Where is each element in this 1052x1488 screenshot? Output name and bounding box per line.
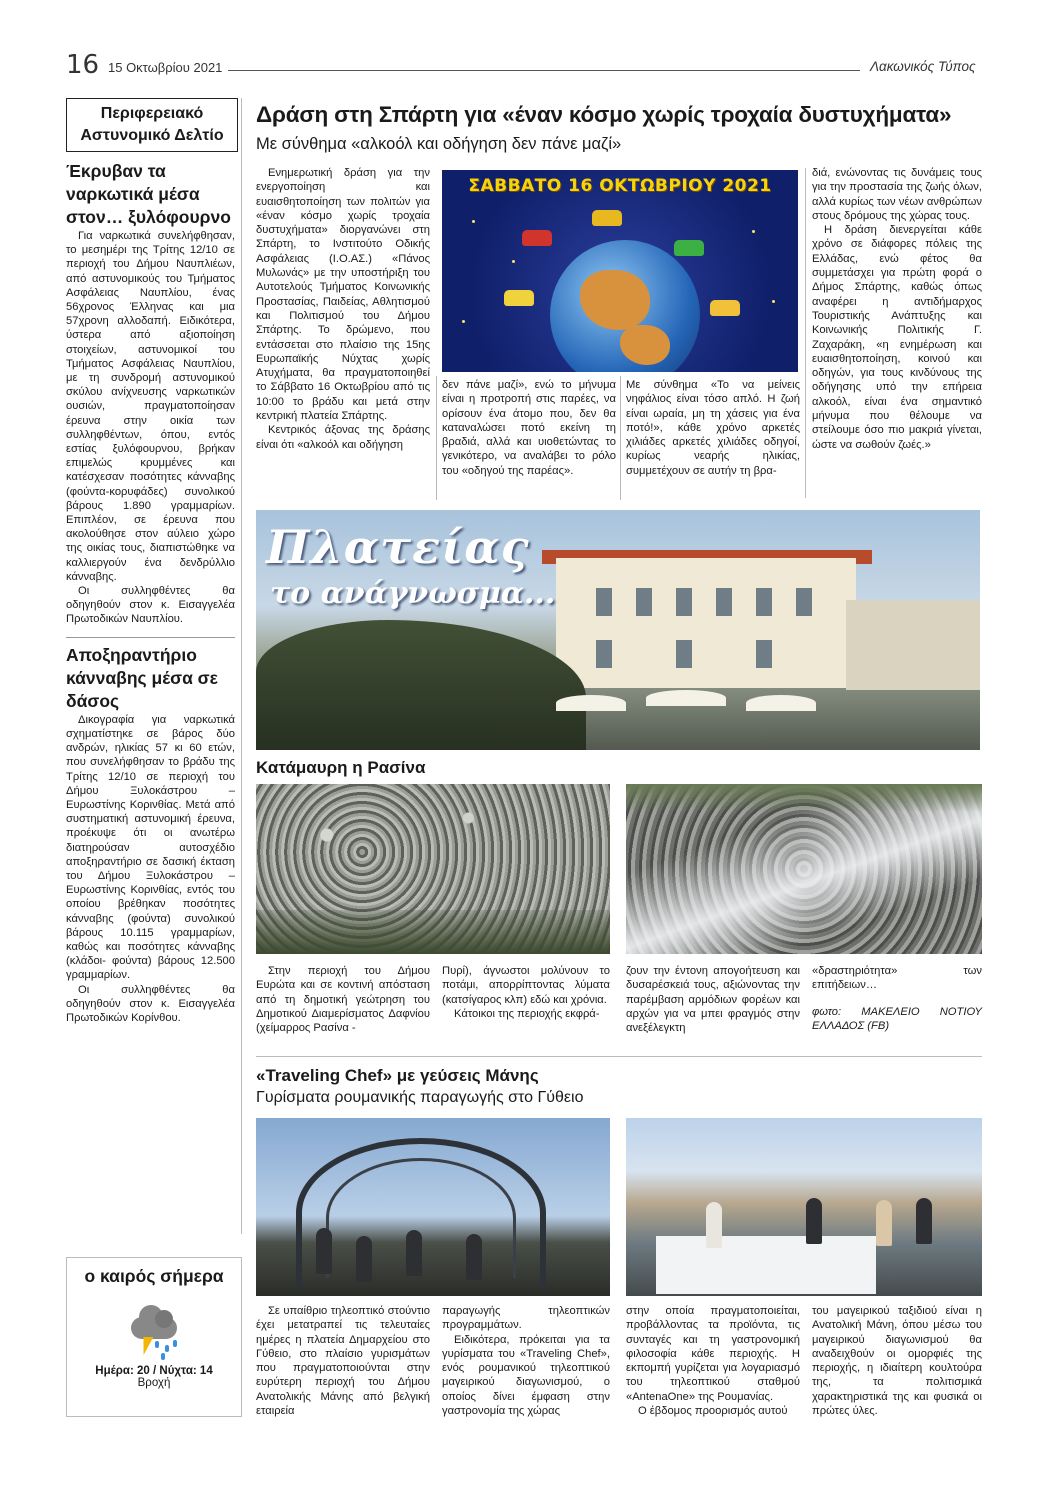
section-title: Περιφερειακό Αστυνομικό Δελτίο: [66, 98, 238, 152]
paragraph: Κεντρικός άξονας της δράσης είναι ότι «αλκοόλ και οδήγηση: [256, 424, 430, 451]
story1-headline: Έκρυβαν τα ναρκωτικά μέσα στον… ξυλόφουρνο: [66, 161, 231, 227]
globe-illustration: [550, 240, 700, 372]
paragraph: Πυρί), άγνωστοι μολύνουν το ποτάμι, απορρίπτοντας λύματα (κατσίγαρος κλπ) εδώ και χρόνια.: [442, 965, 610, 1006]
paragraph: του μαγειρικού ταξιδιού είναι η Ανατολική Μάνη, όπου μέσω του μαγειρικού διαγωνισμού θα αναδειχθούν οι ομορφιές της περιοχής, η ιδιαίτερη κουλτούρα της, τα πολιτισμικά χαρακτηριστικά της και φυσικά οι πρώτες ύλες.: [812, 1305, 982, 1418]
car-icon: [504, 290, 534, 306]
article3-col2: [442, 1304, 610, 1418]
publication-name: Λακωνικός Τύπος: [870, 59, 976, 74]
car-icon: [674, 240, 704, 256]
paragraph: δεν πάνε μαζί», ενώ το μήνυμα είναι η προτροπή στις παρέες, να ορίσουν ένα άτομο που, δεν θα καταναλώσει ποτό εκείνη τη βραδιά, αλλά και υιοθετώντας το γενικότερο, να αναλάβει το ρόλο του «οδηγού της παρέας».: [442, 379, 616, 477]
banner-title: Πλατείας: [266, 520, 530, 574]
story2-headline: Αποξηραντήριο κάνναβης μέσα σε δάσος: [66, 644, 218, 711]
event-poster: [442, 170, 798, 372]
poster-date: ΣΑΒΒΑΤΟ 16 ΟΚΤΩΒΡΙΟΥ 2021: [468, 176, 772, 196]
article2-col1: [256, 964, 430, 1035]
article3-col3: [626, 1304, 800, 1418]
issue-date: 15 Οκτωβρίου 2021: [108, 60, 223, 75]
article1-col1: [256, 166, 430, 452]
polluted-river-photo-1: [256, 784, 610, 954]
article3-subtitle: Γυρίσματα ρουμανικής παραγωγής στο Γύθειο: [256, 1089, 584, 1106]
article3-col4: [812, 1304, 982, 1418]
story2-body: [66, 713, 235, 1025]
article1-col3: [626, 378, 800, 478]
paragraph: Ειδικότερα, πρόκειται για τα γυρίσματα του «Traveling Chef», ενός ρουμανικού τηλεοπτικού μαγειρικού διαγωνισμού, ο οποίος δίνει έμφαση στην γαστρονομία της χώρας: [442, 1333, 610, 1418]
photo-credit: φωτο: ΜΑΚΕΛΕΙΟ ΝΟΤΙΟΥ ΕΛΛΑΔΟΣ (FB): [812, 1005, 982, 1032]
column-rule: [805, 168, 806, 498]
article2-col3: [626, 964, 800, 1035]
police-bulletin-column: [66, 98, 242, 1234]
weather-description: Βροχή: [137, 1377, 171, 1389]
article1-title: Δράση στη Σπάρτη για «έναν κόσμο χωρίς τροχαία δυστυχήματα»: [256, 102, 952, 127]
paragraph: «δραστηριότητα» των επιτήδειων…: [812, 965, 982, 992]
header-rule: [228, 70, 860, 71]
car-icon: [592, 210, 622, 226]
divider: [66, 637, 235, 638]
column-rule: [620, 376, 621, 500]
weather-title: ο καιρός σήμερα: [84, 1266, 224, 1286]
paragraph: στην οποία πραγματοποιείται, προβάλλοντας τα προϊόντα, τις συνταγές και τη γαστρονομική φιλοσοφία κάθε περιοχής. Η εκπομπή γυρίζεται για λογαριασμό του τηλεοπτικού σταθμού «AntenaOne» της Ρουμανίας.: [626, 1305, 800, 1403]
paragraph: Για ναρκωτικά συνελήφθησαν, το μεσημέρι της Τρίτης 12/10 σε περιοχή του Δήμου Ναυπλιέων, από αστυνομικούς του Τμήματος Ασφάλειας Ναυπλίου, ένας 56χρονος Έλληνας και μια 57χρονη αλλοδαπή. Ειδικότερα, ύστερα από αξιοποίηση στοιχείων, αστυνομικοί του Τμήματος Ασφάλειας Ναυπλίου, με τη συνδρομή αστυνομικού σκύλου ανίχνευσης ναρκωτικών ουσιών, πραγματοποίησαν έρευνα στην οικία των συλληφθέντων, όπου, εντός εστίας ξυλόφουρνου, βρήκαν επιμελώς κρυμμένες και κατέσχεσαν ποσότητες κάνναβης (φούντα-κορυφάδες) συνολικού βάρους 1.890 γραμμαρίων. Επιπλέον, σε έρευνα που ακολούθησε στον αύλειο χώρο της οικίας τους, διαπιστώθηκε να καλλιεργούν ένα δενδρύλλιο κάνναβης.: [66, 230, 235, 583]
story1-body: [66, 229, 235, 627]
article2-col4: [812, 964, 982, 1033]
storm-cloud-icon: [119, 1301, 189, 1361]
weather-box: [66, 1257, 242, 1417]
paragraph: Δικογραφία για ναρκωτικά σχηματίστηκε σε βάρος δύο ανδρών, ηλικίας 57 κι 60 ετών, που συνελήφθησαν το βράδυ της Τρίτης 12/10 σε περιοχή του Δήμου Ξυλοκάστρου – Ευρωστίνης Κορινθίας. Μετά από συστηματική αστυνομική έρευνα, προέκυψε ότι οι ανωτέρω διατηρούσαν αυτοσχέδιο αποξηραντήριο σε δασική έκταση του Δήμου Ξυλοκάστρου – Ευρωστίνης Κορινθίας, εντός του οποίου βρέθηκαν ποσότητες κάνναβης (φούντα) συνολικού βάρους 10.115 γραμμαρίων, καθώς και ποσότητες κάνναβης (κλάδοι- φούντα) βάρους 12.500 γραμμαρίων.: [66, 713, 235, 982]
paragraph: Σε υπαίθριο τηλεοπτικό στούντιο έχει μετατραπεί τις τελευταίες ημέρες η πλατεία Δημαρχείου στο Γύθειο, στο πλαίσιο γυρισμάτων που πραγματοποιούνται στην ευρύτερη περιοχή του Δήμου Ανατολικής Μάνης από βελγική εταιρεία: [256, 1305, 430, 1418]
square-banner-photo: [256, 510, 980, 750]
paragraph: Ενημερωτική δράση για την ενεργοποίηση και ευαισθητοποίηση των πολιτών για «έναν κόσμο χωρίς τροχαία δυστυχήματα» διοργανώνει στη Σπάρτη, το Ινστιτούτο Οδικής Ασφάλειας (Ι.Ο.ΑΣ.) «Πάνος Μυλωνάς» με την υποστήριξη του Αυτοτελούς Τμήματος Κοινωνικής Προστασίας, Παιδείας, Αθλητισμού και Πολιτισμού του Δήμου Σπάρτης. Το δρώμενο, που εντάσσεται στο πλαίσιο της 15ης Ευρωπαϊκής Νύχτας χωρίς Ατυχήματα, θα πραγματοποιηθεί το Σάββατο 16 Οκτωβρίου από τις 10:00 το βράδυ και μετά στην κεντρική πλατεία Σπάρτης.: [256, 167, 430, 423]
paragraph: ζουν την έντονη απογοήτευση και δυσαρέσκειά τους, αξιώνοντας την παρέμβαση αρμόδιων φορέων και αρχών για να μπει φραγμός στην ανεξέλεγκτη: [626, 965, 800, 1035]
paragraph: Κάτοικοι της περιοχής εκφρά-: [454, 1007, 600, 1020]
banner-subtitle: το ανάγνωσμα...: [270, 576, 556, 611]
paragraph: διά, ενώνοντας τις δυνάμεις τους για την προστασία της ζωής όλων, αλλά κυρίως των νέων ανθρώπων στους δρόμους της χώρας τους.: [812, 167, 982, 222]
column-rule: [436, 376, 437, 500]
article3-title: «Traveling Chef» με γεύσεις Μάνης: [256, 1066, 539, 1085]
cooking-show-photo: [626, 1118, 982, 1296]
article1-col2: [442, 378, 616, 478]
polluted-river-photo-2: [626, 784, 982, 954]
article3-col1: [256, 1304, 430, 1418]
paragraph: παραγωγής τηλεοπτικών προγραμμάτων.: [442, 1305, 610, 1332]
page-number: 16: [66, 50, 100, 80]
article1-subtitle: Με σύνθημα «αλκοόλ και οδήγηση δεν πάνε μαζί»: [256, 135, 622, 153]
paragraph: Με σύνθημα «Το να μείνεις νηφάλιος είναι τόσο απλό. Η ζωή είναι ωραία, μη τη χάσεις για ένα ποτό!», κάθε χρόνο αρκετές χιλιάδες αρκετές χιλιάδες οδηγοί, κυρίως νεαρής ηλικίας, συμμετέχουν σε αυτήν τη βρα-: [626, 379, 800, 477]
paragraph: Οι συλληφθέντες θα οδηγηθούν στον κ. Εισαγγελέα Πρωτοδικών Ναυπλίου.: [66, 585, 235, 626]
tv-set-photo: [256, 1118, 610, 1296]
weather-temperatures: Ημέρα: 20 / Νύχτα: 14: [95, 1365, 213, 1377]
article2-title: Κατάμαυρη η Ρασίνα: [256, 758, 426, 777]
paragraph: Ο έβδομος προορισμός αυτού: [638, 1405, 788, 1418]
paragraph: Η δράση διενεργείται κάθε χρόνο σε διάφορες πόλεις της Ελλάδας, ενώ φέτος θα συμμετάσχει για πρώτη φορά ο Δήμος Σπάρτης, καθώς όπως αναφέρει η αντιδήμαρχος Τουριστικής Ανάπτυξης και Κοινωνικής Πολιτικής Γ. Ζαχαράκη, «η ενημέρωση και ευαισθητοποίηση, κοινού και οδηγών, για τους κινδύνους της οδήγησης υπό την επήρεια αλκοόλ, είναι ένα σημαντικό μήνυμα που θέλουμε να στείλουμε όσο πιο μακριά γίνεται, ώστε να σωθούν ζωές.»: [812, 224, 982, 451]
car-icon: [522, 230, 552, 246]
car-icon: [710, 300, 740, 316]
article2-col2: [442, 964, 610, 1021]
paragraph: Στην περιοχή του Δήμου Ευρώτα και σε κοντινή απόσταση από τη δημοτική γεώτρηση του Δημοτικού Διαμερίσματος Δαφνίου (χείμαρρος Ρασίνα -: [256, 965, 430, 1035]
paragraph: Οι συλληφθέντες θα οδηγηθούν στον κ. Εισαγγελέα Πρωτοδικών Κορίνθου.: [66, 983, 235, 1024]
divider: [256, 1056, 982, 1057]
article1-col4: [812, 166, 982, 452]
